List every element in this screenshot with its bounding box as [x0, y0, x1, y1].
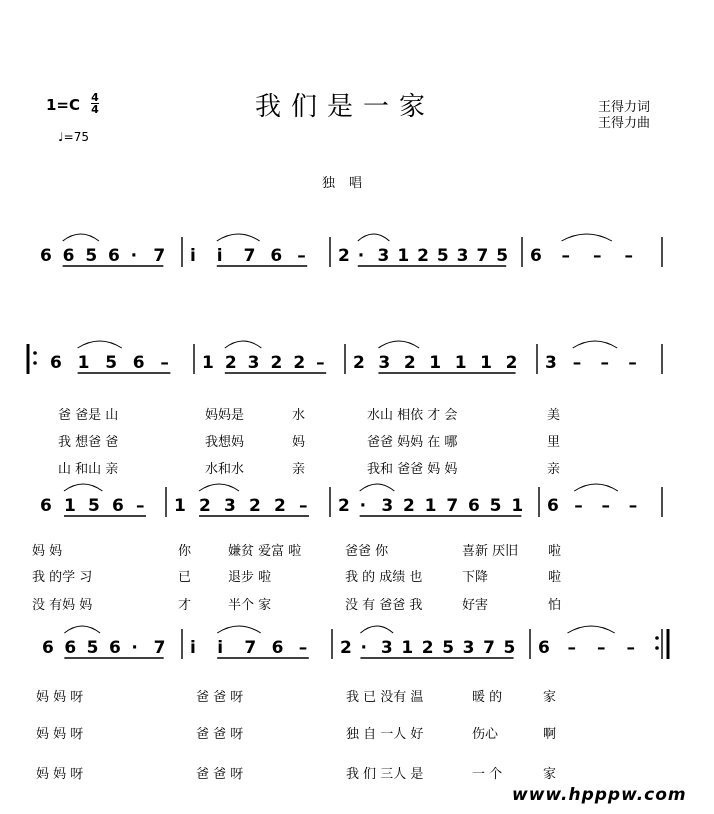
note: i [190, 246, 196, 266]
note: – [626, 638, 635, 658]
slur [574, 484, 618, 491]
slur [378, 341, 419, 348]
note: 5 [85, 246, 98, 266]
note: 1 [202, 353, 214, 373]
lyric-verse-a-0-3: 水山 相依 才 会 [367, 408, 458, 423]
note: 6 [42, 638, 54, 658]
note: 7 [446, 496, 459, 516]
note: 2 [249, 496, 261, 516]
lyric-chorus-1-4: 啊 [543, 727, 557, 742]
note: · [131, 638, 138, 658]
lyric-verse-b-0-4: 喜新 厌旧 [462, 544, 519, 559]
note: 6 [40, 496, 52, 516]
lyric-chorus-1-1: 爸 爸 呀 [196, 727, 244, 742]
note: – [597, 638, 606, 658]
note: · [359, 496, 367, 516]
note: – [160, 353, 169, 373]
slur [78, 341, 122, 348]
note: 5 [489, 496, 502, 516]
lyric-chorus-0-3: 暖 的 [472, 690, 503, 705]
lyric-verse-a-2-4: 亲 [547, 462, 561, 477]
note: – [299, 496, 308, 516]
slur [217, 626, 261, 633]
lyric-verse-b-1-3: 我 的 成绩 也 [345, 570, 423, 585]
note: · [357, 246, 365, 266]
lyric-verse-a-2-0: 山 和山 亲 [58, 462, 119, 477]
note: 1 [77, 353, 90, 373]
note: 1 [397, 246, 410, 266]
note: 7 [244, 638, 257, 658]
note: – [593, 246, 602, 266]
lyric-verse-b-0-5: 啦 [548, 544, 562, 559]
note: 7 [476, 246, 489, 266]
lyric-chorus-1-3: 伤心 [472, 727, 499, 742]
note: 5 [105, 353, 118, 373]
staff-row-intro [40, 234, 662, 267]
note: 6 [108, 246, 120, 266]
lyric-verse-b-1-5: 啦 [548, 570, 562, 585]
note: 3 [247, 353, 260, 373]
time-signature: 4 4 [91, 91, 99, 116]
note: 6 [270, 246, 283, 266]
lyric-chorus-2-3: 一 个 [472, 767, 503, 782]
note: 3 [456, 246, 469, 266]
note: 2 [417, 246, 429, 266]
composer: 王得力曲 [598, 116, 651, 131]
note: 5 [86, 638, 99, 658]
note: 7 [153, 638, 166, 658]
note: i [216, 246, 223, 266]
note: – [561, 246, 570, 266]
lyric-verse-a-1-0: 我 想爸 爸 [58, 435, 119, 450]
key-signature: 1=C [46, 96, 81, 114]
note: 3 [545, 353, 557, 373]
note: 2 [353, 353, 365, 373]
quarter-note-icon: ♩ [58, 130, 64, 144]
slur [360, 484, 395, 491]
repeat-dot [33, 361, 37, 365]
note: 6 [40, 246, 52, 266]
lyric-chorus-0-0: 妈 妈 呀 [36, 690, 84, 705]
lyric-chorus-1-2: 独 自 一人 好 [346, 727, 424, 742]
note: · [360, 638, 367, 658]
note: – [572, 353, 582, 373]
note: 6 [64, 638, 77, 658]
repeat-dot [33, 351, 37, 355]
note: 2 [199, 496, 211, 516]
lyric-verse-b-0-0: 妈 妈 [32, 544, 63, 559]
lyric-verse-b-2-5: 怕 [548, 598, 562, 613]
note: 3 [380, 638, 393, 658]
note: 7 [483, 638, 495, 658]
lyric-verse-a-1-1: 我想妈 [205, 435, 245, 450]
lyric-verse-b-2-0: 没 有妈 妈 [32, 598, 93, 613]
note: 5 [88, 496, 100, 516]
lyric-verse-b-0-1: 你 [178, 544, 192, 559]
lyric-chorus-2-2: 我 们 三人 是 [346, 767, 424, 782]
slur [217, 234, 260, 241]
lyric-verse-b-2-3: 没 有 爸爸 我 [345, 598, 423, 613]
note: 6 [62, 246, 75, 266]
note: 1 [511, 496, 524, 516]
slur [64, 626, 100, 633]
slur [562, 234, 612, 241]
slur [64, 484, 102, 491]
lyric-verse-a-1-4: 里 [547, 435, 561, 450]
note: 1 [454, 353, 467, 373]
note: 3 [462, 638, 475, 658]
note: 5 [442, 638, 455, 658]
lyric-verse-b-1-0: 我 的学 习 [32, 570, 93, 585]
lyric-verse-b-2-2: 半个 家 [228, 598, 272, 613]
lyric-chorus-0-2: 我 已 没有 温 [346, 690, 424, 705]
repeat-dot [655, 646, 659, 650]
note: 6 [50, 353, 62, 373]
lyric-verse-a-2-3: 我和 爸爸 妈 妈 [367, 462, 458, 477]
note: – [628, 496, 638, 516]
note: 6 [271, 638, 284, 658]
note: 1 [480, 353, 492, 373]
lyric-verse-b-1-4: 下降 [462, 570, 489, 585]
note: 7 [243, 246, 256, 266]
lyric-chorus-0-4: 家 [543, 690, 557, 705]
note: 1 [174, 496, 186, 516]
watermark: www.hpppw.com [512, 785, 687, 805]
lyric-verse-a-0-0: 爸 爸是 山 [58, 408, 119, 423]
note: 3 [377, 246, 390, 266]
slur [358, 234, 390, 241]
note: 1 [64, 496, 76, 516]
lyric-verse-a-0-4: 美 [547, 408, 561, 423]
note: 2 [403, 496, 415, 516]
lyric-verse-b-2-1: 才 [178, 598, 192, 613]
note: – [136, 496, 145, 516]
note: – [574, 496, 583, 516]
slur [199, 484, 239, 491]
performance-type: 独唱 [322, 176, 377, 191]
slur [360, 626, 393, 633]
lyric-chorus-1-0: 妈 妈 呀 [36, 727, 84, 742]
note: 2 [270, 353, 283, 373]
note: 2 [421, 638, 434, 658]
note: 6 [132, 353, 145, 373]
lyric-verse-b-2-4: 好害 [462, 598, 489, 613]
note: i [217, 638, 224, 658]
note: 2 [224, 353, 237, 373]
note: – [316, 353, 325, 373]
slur [63, 234, 99, 241]
note: 6 [468, 496, 480, 516]
note: 3 [224, 496, 236, 516]
tempo-marking: ♩=75 [58, 130, 89, 144]
note: – [624, 246, 633, 266]
note: 6 [109, 638, 121, 658]
lyric-verse-a-0-2: 水 [292, 408, 306, 423]
note: 7 [153, 246, 166, 266]
page-title: 我们是一家 [255, 92, 436, 122]
note: i [190, 638, 196, 658]
note: – [567, 638, 576, 658]
note: 6 [530, 246, 542, 266]
note: 5 [496, 246, 509, 266]
note: – [601, 496, 610, 516]
note: 1 [401, 638, 414, 658]
lyric-verse-b-0-2: 嫌贫 爱富 啦 [228, 544, 302, 559]
note: 1 [424, 496, 437, 516]
lyric-verse-a-1-2: 妈 [292, 435, 306, 450]
note: 2 [340, 638, 352, 658]
slur [225, 341, 262, 348]
note: 5 [436, 246, 449, 266]
lyric-verse-a-0-1: 妈妈是 [205, 408, 245, 423]
note: 2 [403, 353, 416, 373]
lyric-verse-b-1-2: 退步 啦 [228, 570, 272, 585]
note: 2 [338, 246, 350, 266]
lyric-verse-b-0-3: 爸爸 你 [345, 544, 389, 559]
repeat-dot [655, 636, 659, 640]
note: 6 [547, 496, 559, 516]
note: 2 [505, 353, 518, 373]
staff-row-chorus [42, 626, 668, 659]
note: – [298, 638, 308, 658]
lyric-verse-a-1-3: 爸爸 妈妈 在 哪 [367, 435, 458, 450]
staff-row-verse-b [40, 484, 662, 517]
lyric-chorus-2-1: 爸 爸 呀 [196, 767, 244, 782]
slur [568, 626, 615, 633]
note: – [600, 353, 609, 373]
lyric-chorus-2-0: 妈 妈 呀 [36, 767, 84, 782]
lyricist: 王得力词 [598, 100, 651, 115]
note: 5 [503, 638, 516, 658]
staff-row-verse-a [28, 341, 662, 374]
slur [573, 341, 617, 348]
note: – [628, 353, 637, 373]
note: · [130, 246, 138, 266]
note: – [297, 246, 306, 266]
note: 1 [429, 353, 442, 373]
lyric-verse-a-2-2: 亲 [292, 462, 306, 477]
note: 3 [378, 353, 391, 373]
note: 3 [381, 496, 394, 516]
lyric-verse-b-1-1: 已 [178, 570, 192, 585]
lyric-chorus-2-4: 家 [543, 767, 557, 782]
note: 2 [274, 496, 286, 516]
lyric-chorus-0-1: 爸 爸 呀 [196, 690, 244, 705]
lyric-verse-a-2-1: 水和水 [205, 462, 245, 477]
note: 6 [112, 496, 124, 516]
note: 2 [338, 496, 350, 516]
note: 2 [293, 353, 306, 373]
note: 6 [538, 638, 550, 658]
